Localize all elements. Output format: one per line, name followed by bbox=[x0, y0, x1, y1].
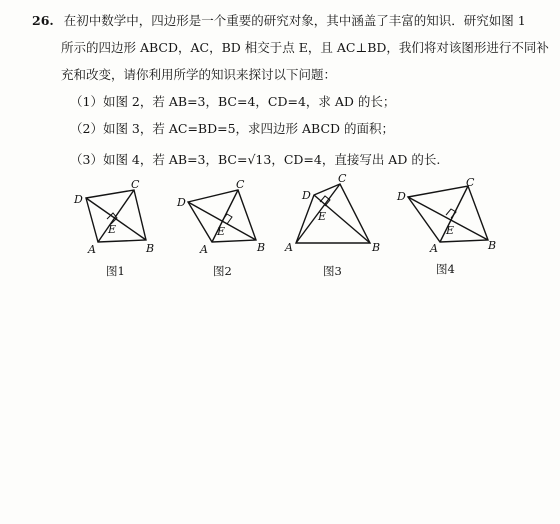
fig3-label-b: B bbox=[372, 241, 381, 254]
problem-line-3: 充和改变，请你利用所学的知识来探讨以下问题： bbox=[61, 67, 337, 82]
fig1-label-a: A bbox=[88, 243, 96, 256]
figures-row bbox=[60, 168, 510, 283]
problem-line-2: 所示的四边形 ABCD，AC，BD 相交于点 E，且 AC⊥BD，我们将对该图形进行不同补 bbox=[61, 40, 549, 55]
sub-question-1: （1）如图 2，若 AB=3，BC=4，CD=4，求 AD 的长； bbox=[70, 94, 396, 109]
fig1-label-b: B bbox=[146, 242, 155, 255]
fig1-label-c: C bbox=[131, 178, 140, 191]
sub-question-2: （2）如图 3，若 AC=BD=5，求四边形 ABCD 的面积； bbox=[70, 121, 395, 136]
question-number: 26. bbox=[32, 13, 54, 28]
fig3-label-a: A bbox=[285, 241, 293, 254]
fig4-label-a: A bbox=[430, 242, 438, 255]
fig1-label-d: D bbox=[74, 193, 83, 206]
fig1-label-e: E bbox=[108, 223, 117, 236]
figure-3-caption: 图3 bbox=[323, 264, 342, 278]
figure-1-caption: 图1 bbox=[106, 264, 125, 278]
fig2-label-b: B bbox=[257, 241, 266, 254]
fig4-label-b: B bbox=[488, 239, 497, 252]
fig2-label-e: E bbox=[217, 225, 226, 238]
fig4-label-e: E bbox=[446, 224, 455, 237]
fig3-label-d: D bbox=[302, 189, 311, 202]
problem-text-line-1: 在初中数学中，四边形是一个重要的研究对象，其中涵盖了丰富的知识．研究如图 1 bbox=[63, 13, 526, 28]
fig4-label-c: C bbox=[466, 176, 475, 189]
problem-line-1 bbox=[32, 13, 526, 29]
fig2-label-c: C bbox=[236, 178, 245, 191]
figure-2-caption: 图2 bbox=[213, 264, 232, 278]
fig4-label-d: D bbox=[397, 190, 406, 203]
fig3-label-e: E bbox=[318, 210, 327, 223]
fig2-label-d: D bbox=[177, 196, 186, 209]
fig2-label-a: A bbox=[200, 243, 208, 256]
sub-question-3: （3）如图 4，若 AB=3，BC=√13，CD=4，直接写出 AD 的长. bbox=[70, 152, 441, 167]
fig3-label-c: C bbox=[338, 172, 347, 185]
figure-4-caption: 图4 bbox=[436, 262, 455, 276]
